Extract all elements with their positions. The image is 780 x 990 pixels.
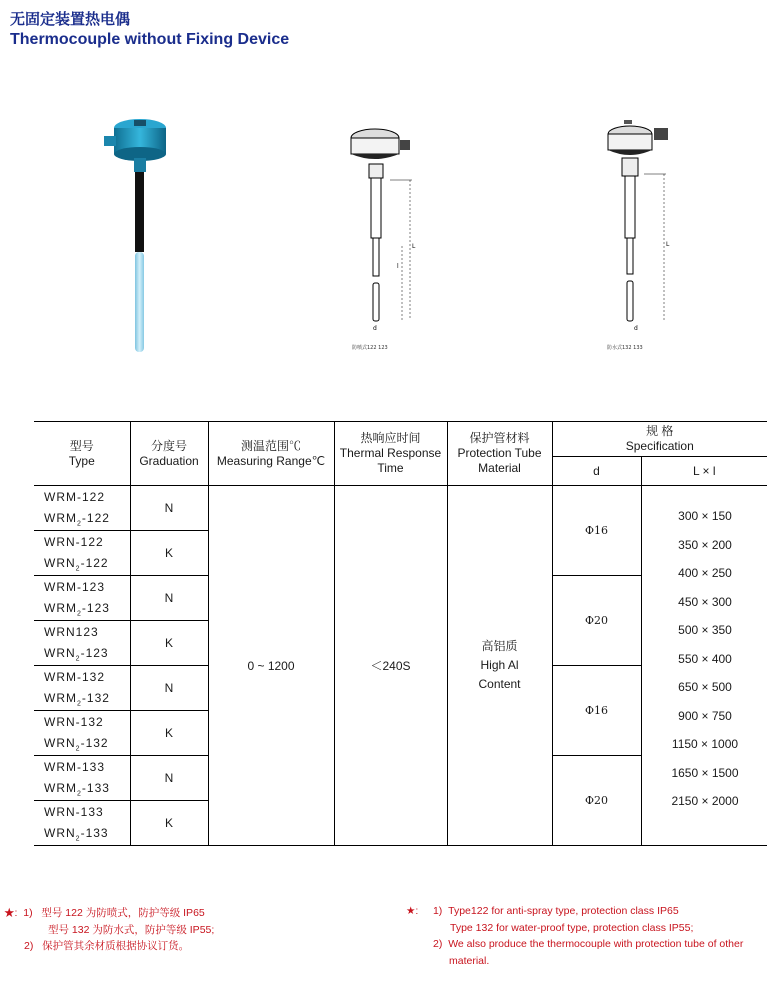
range-cell: 0 ~ 1200 (208, 486, 334, 846)
type-cell: WRM-133 (34, 756, 130, 779)
star-icon: ★: (4, 907, 18, 919)
type-cell: $WRM_2-133$ (34, 778, 130, 801)
caption-122: 防喷式122 123 (352, 345, 388, 351)
lengths-list (643, 509, 767, 823)
type-cell: $WRN_2-123$ (34, 643, 130, 666)
dim-l-label: l (397, 263, 399, 270)
graduation-cell: N (130, 666, 208, 711)
type-cell: WRN-122 (34, 531, 130, 554)
type-cell: $WRM_2-123$ (34, 598, 130, 621)
type-cell: WRM-132 (34, 666, 130, 689)
diameter-cell: Φ20 (552, 756, 641, 846)
header-response: 热响应时间 Thermal Response Time (334, 422, 447, 486)
length-item: 900 × 750 (678, 708, 732, 723)
type-cell: $WRM_2-132$ (34, 688, 130, 711)
header-graduation: 分度号 Graduation (130, 422, 208, 486)
header-spec: 规 格 Specification (552, 422, 767, 457)
type-cell: WRN-132 (34, 711, 130, 734)
star-icon: ★: (406, 905, 419, 917)
tube-material-cell: 高铝质 High Al Content (447, 486, 552, 846)
length-item: 350 × 200 (678, 537, 732, 552)
anti-spray-drawing (340, 118, 430, 338)
graduation-cell: N (130, 576, 208, 621)
type-cell: $WRM_2-122$ (34, 508, 130, 531)
thermocouple-photo (100, 110, 180, 355)
length-item: 650 × 500 (678, 680, 732, 694)
header-range: 测温范围℃ Measuring Range℃ (208, 422, 334, 486)
length-item: 1650 × 1500 (671, 765, 739, 780)
diameter-cell: Φ16 (552, 666, 641, 756)
notes-en: ★: 1) Type122 for anti-spray type, protection class IP65 Type 132 for water-proof type, protection class IP55; 2) We also produce the thermocouple with protection tube of other material. (406, 905, 744, 967)
page-title-cn: 无固定装置热电偶 (10, 10, 131, 28)
dim-L-label: L (666, 241, 670, 248)
diameter-cell: Φ16 (552, 486, 641, 576)
graduation-cell: K (130, 621, 208, 666)
dim-d-label: d (634, 325, 638, 332)
response-cell: ＜240S (334, 486, 447, 846)
graduation-cell: N (130, 756, 208, 801)
type-cell: $WRN_2-132$ (34, 733, 130, 756)
header-type: 型号 Type (34, 422, 130, 486)
length-item: 2150 × 2000 (671, 794, 739, 808)
notes-cn: ★: 1) 型号 122 为防喷式，防护等级 IP65 型号 132 为防水式，防护等级 IP55; 2) 保护管其余材质根据协议订货。 (4, 907, 215, 952)
graduation-cell: K (130, 801, 208, 846)
length-item: 500 × 350 (678, 623, 732, 637)
type-cell: WRM-123 (34, 576, 130, 599)
length-item: 550 × 400 (678, 651, 732, 666)
dim-L-label: L (412, 243, 416, 250)
type-cell: WRN123 (34, 621, 130, 644)
length-item: 1150 × 1000 (671, 737, 739, 751)
header-tube: 保护管材料 Protection Tube Material (447, 422, 552, 486)
graduation-cell: K (130, 711, 208, 756)
length-item: 400 × 250 (678, 566, 732, 580)
type-cell: $WRN_2-133$ (34, 823, 130, 846)
graduation-cell: N (130, 486, 208, 531)
header-lx: L × l (641, 457, 767, 486)
graduation-cell: K (130, 531, 208, 576)
length-item: 300 × 150 (678, 509, 732, 523)
type-cell: WRN-133 (34, 801, 130, 824)
type-cell: $WRN_2-122$ (34, 553, 130, 576)
header-d: d (552, 457, 641, 486)
length-item: 450 × 300 (678, 594, 732, 609)
diameter-cell: Φ20 (552, 576, 641, 666)
page-title-en: Thermocouple without Fixing Device (10, 31, 290, 48)
water-proof-drawing (600, 118, 690, 338)
dim-d-label: d (373, 325, 377, 332)
type-cell: WRM-122 (34, 486, 130, 509)
caption-132: 防水式132 133 (607, 345, 643, 351)
